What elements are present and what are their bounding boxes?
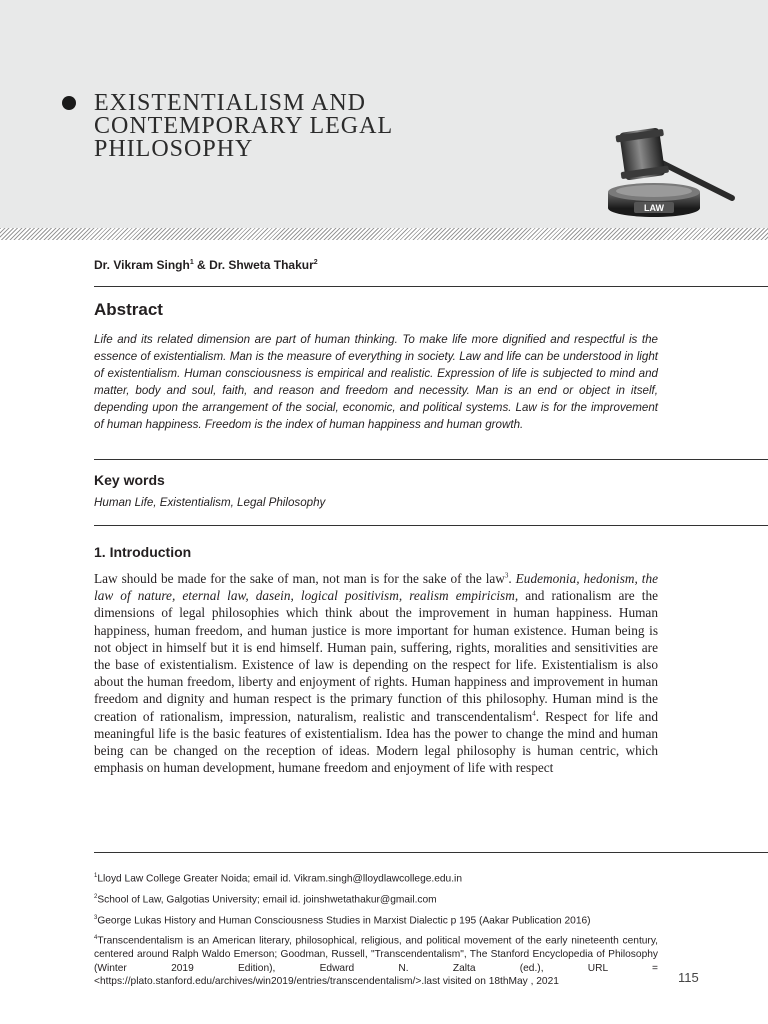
page-number: 115	[678, 970, 699, 985]
footnote-2-text: School of Law, Galgotias University; email id. joinshwetathakur@gmail.com	[97, 894, 437, 906]
footnote-2	[94, 891, 658, 907]
footnote-3-mark: 3	[94, 914, 98, 921]
author-line	[94, 258, 318, 272]
keywords-heading: Key words	[94, 472, 165, 488]
intro-text-1: Law should be made for the sake of man, not man is for the sake of the law	[94, 571, 505, 586]
author-2-mark: 2	[313, 259, 318, 266]
title-line-2: CONTEMPORARY LEGAL	[94, 113, 394, 139]
footnote-3-text: George Lukas History and Human Consciousness Studies in Marxist Dialectic p 195 (Aakar Publication 2016)	[97, 914, 591, 926]
footnote-ref-4: 4	[532, 709, 536, 718]
author-2: Dr. Shweta Thakur	[209, 258, 314, 272]
rule-above-introduction	[94, 525, 768, 526]
footnote-1-text: Lloyd Law College Greater Noida; email id. Vikram.singh@lloydlawcollege.edu.in	[97, 873, 462, 885]
introduction-heading: 1. Introduction	[94, 544, 192, 560]
footnote-1-mark: 1	[94, 873, 98, 879]
keywords-text: Human Life, Existentialism, Legal Philosophy	[94, 496, 326, 509]
footnote-4-mark: 4	[94, 935, 98, 942]
footnotes	[94, 870, 658, 988]
rule-above-footnotes	[94, 852, 768, 853]
intro-italic-terms: Eudemonia, hedonism, the law of nature, eternal law, dasein, logical positivism, realism empiricism,	[94, 571, 658, 604]
hatched-divider	[0, 228, 768, 240]
title-line-1: EXISTENTIALISM AND	[94, 90, 366, 116]
title-bullet-icon	[62, 96, 76, 110]
footnote-1	[94, 870, 658, 886]
footnote-ref-3: 3	[504, 571, 509, 580]
law-gavel-icon	[604, 122, 744, 220]
author-1-mark: 1	[189, 259, 194, 266]
introduction-paragraph	[94, 570, 658, 776]
abstract-text: Life and its related dimension are part of human thinking. To make life more dignified and respectful is the essence of existentialism. Man is the measure of everything in society. Law and life can be understood in light of existentialism. Human consciousness is empirical and realistic. Expression of life is subjected to mind and matter, body and soul, faith, and reason and freedom and necessity. Man is an end or object in itself, depending upon the arrangement of the social, economic, and political systems. Law is for the improvement of human happiness. Freedom is the index of human happiness and human growth.	[94, 333, 658, 432]
footnote-2-mark: 2	[94, 893, 98, 900]
article-title	[94, 92, 514, 161]
footnote-3	[94, 912, 658, 928]
intro-text-2: and rationalism are the dimensions of legal philosophies which think about the improvement in human happiness. Human happiness, human freedom, and human justice is more important for human existence. Human being is not object in himself but it is end himself. Human pain, suffering, rights, moralities and sensitivities are the base of existentialism. Existence of law is depending on the respect for life. Existentialism is also about the human freedom, liberty and enjoyment of rights. Human happiness and improvement in human freedom and dignity and human respect is the primary function of this philosophy. Human mind is the creation of rationalism, impression, naturalism, realistic and transcendentalism	[94, 588, 659, 724]
author-1: Dr. Vikram Singh	[94, 258, 190, 272]
footnote-4-text: Transcendentalism is an American literary, philosophical, religious, and political movement of the early nineteenth century, centered around Ralph Waldo Emerson; Goodman, Russell, "Transcendentalism", The Stanford Encyclopedia of Philosophy (Winter 2019 Edition), Edward N. Zalta (ed.), URL = <https://plato.stanford.edu/archives/win2019/entries/transcendentalism/>.last visited on 18thMay , 2021	[94, 935, 658, 987]
law-plaque-label: LAW	[644, 203, 664, 213]
abstract-heading: Abstract	[94, 300, 163, 319]
rule-above-abstract	[94, 286, 768, 287]
intro-text-3: . Respect for life and meaningful life is the basic features of existentialism. Idea has the power to change the mind and human being can be changed on the reception of ideas. Modern legal philosophy is human centric, which emphasis on human development, humane freedom and enjoyment of life with respect	[94, 708, 658, 776]
rule-above-keywords	[94, 459, 768, 460]
title-line-3: PHILOSOPHY	[94, 136, 254, 162]
author-conjunction: &	[193, 258, 210, 272]
footnote-4	[94, 932, 658, 988]
intro-text-dot: .	[508, 571, 516, 586]
